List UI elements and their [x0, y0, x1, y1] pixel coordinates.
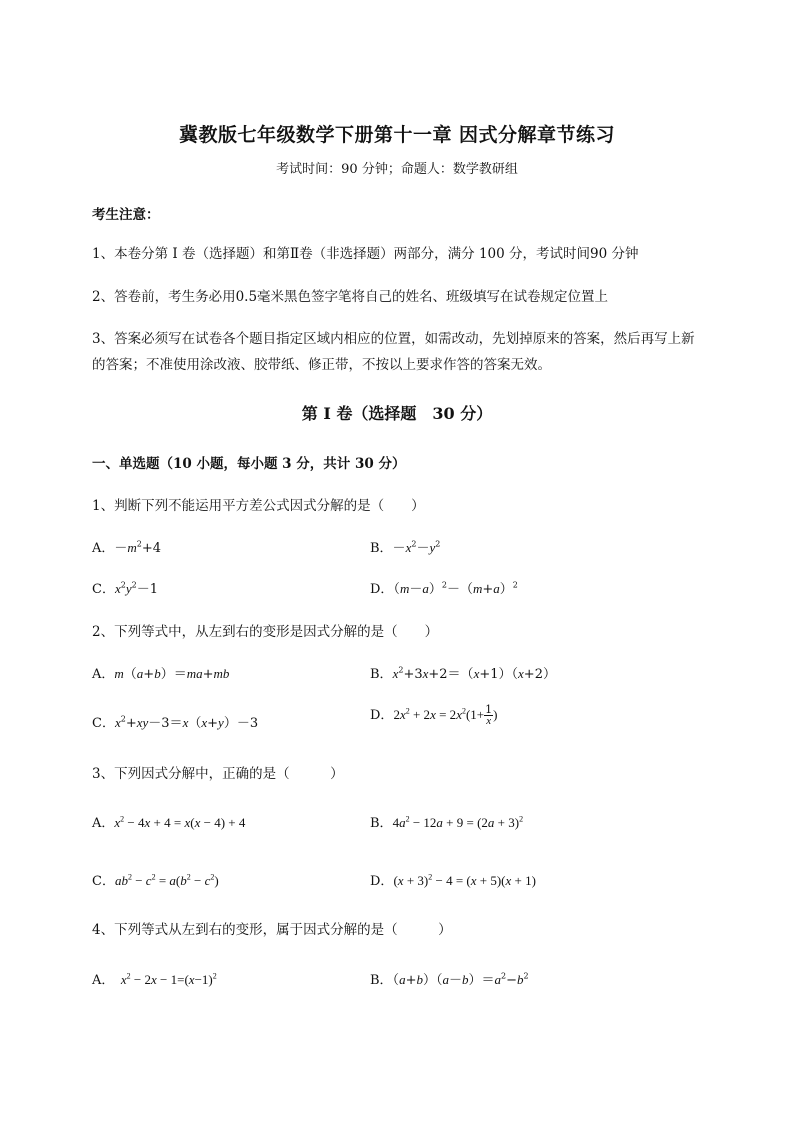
question-4-stem: 4、下列等式从左到右的变形，属于因式分解的是（ ）	[92, 922, 452, 938]
question-2-stem: 2、下列等式中，从左到右的变形是因式分解的是（ ）	[92, 624, 439, 640]
question-3-stem: 3、下列因式分解中，正确的是（ ）	[92, 766, 344, 782]
document-title: 冀教版七年级数学下册第十一章 因式分解章节练习	[178, 124, 616, 146]
notice-3-continued: 的答案；不准使用涂改液、胶带纸、修正带，不按以上要求作答的答案无效。	[92, 357, 551, 373]
question-1-option-c: C．$x^2y^2-1$	[92, 580, 158, 597]
notice-3: 3、答案必须写在试卷各个题目指定区域内相应的位置，如需改动，先划掉原来的答案，然后再写上新	[92, 331, 695, 347]
document-subtitle: 考试时间：90 分钟；命题人：数学教研组	[276, 162, 518, 177]
question-2-option-d: D．$2x^2 + 2x = 2x^2(1+$ $\frac{1}{x}$ )	[370, 703, 498, 727]
question-2-option-c: C．$x^2+xy-3=x(x+y)-3$	[92, 714, 259, 731]
question-2-option-b: B．$x^2+3x+2=(x+1)(x+2)$	[370, 665, 556, 682]
question-1-option-b: B．$-x^2-y^2$	[370, 539, 441, 556]
question-3-option-c: C．$ab^2 - c^2 = a(b^2 - c^2)$	[92, 872, 219, 889]
question-4-option-a: A． $x^2 - 2x - 1=(x-1)^2$	[92, 971, 217, 988]
question-1-stem: 1、判断下列不能运用平方差公式因式分解的是（ ）	[92, 498, 425, 514]
notice-1: 1、本卷分第 I 卷（选择题）和第Ⅱ卷（非选择题）两部分，满分 100 分，考试时间90 分钟	[92, 246, 639, 262]
question-4-option-b: B．$(a+b)(a-b)=a^2-b^2$	[370, 971, 529, 988]
notice-2: 2、答卷前，考生务必用0.5毫米黑色签字笔将自己的姓名、班级填写在试卷规定位置上	[92, 289, 609, 305]
question-2-option-a: A．m（a+b）＝ma+mb	[92, 666, 230, 682]
question-1-option-d: D．$(m-a)^2-(m+a)^2$	[370, 580, 518, 597]
question-3-option-d: D．$(x + 3)^2 - 4 = (x + 5)(x + 1)$	[370, 872, 536, 889]
question-3-option-b: B．$4a^2 - 12a + 9 = (2a + 3)^2$	[370, 814, 524, 831]
question-1-option-a: A．$-m^2+4$	[92, 539, 162, 556]
notice-heading: 考生注意：	[92, 207, 160, 223]
section-title: 第 I 卷（选择题 30 分）	[301, 404, 493, 423]
question-3-option-a: A．$x^2 - 4x + 4 = x(x - 4) + 4$	[92, 814, 246, 831]
part-heading: 一、单选题（10 小题，每小题 3 分，共计 30 分）	[92, 456, 406, 472]
